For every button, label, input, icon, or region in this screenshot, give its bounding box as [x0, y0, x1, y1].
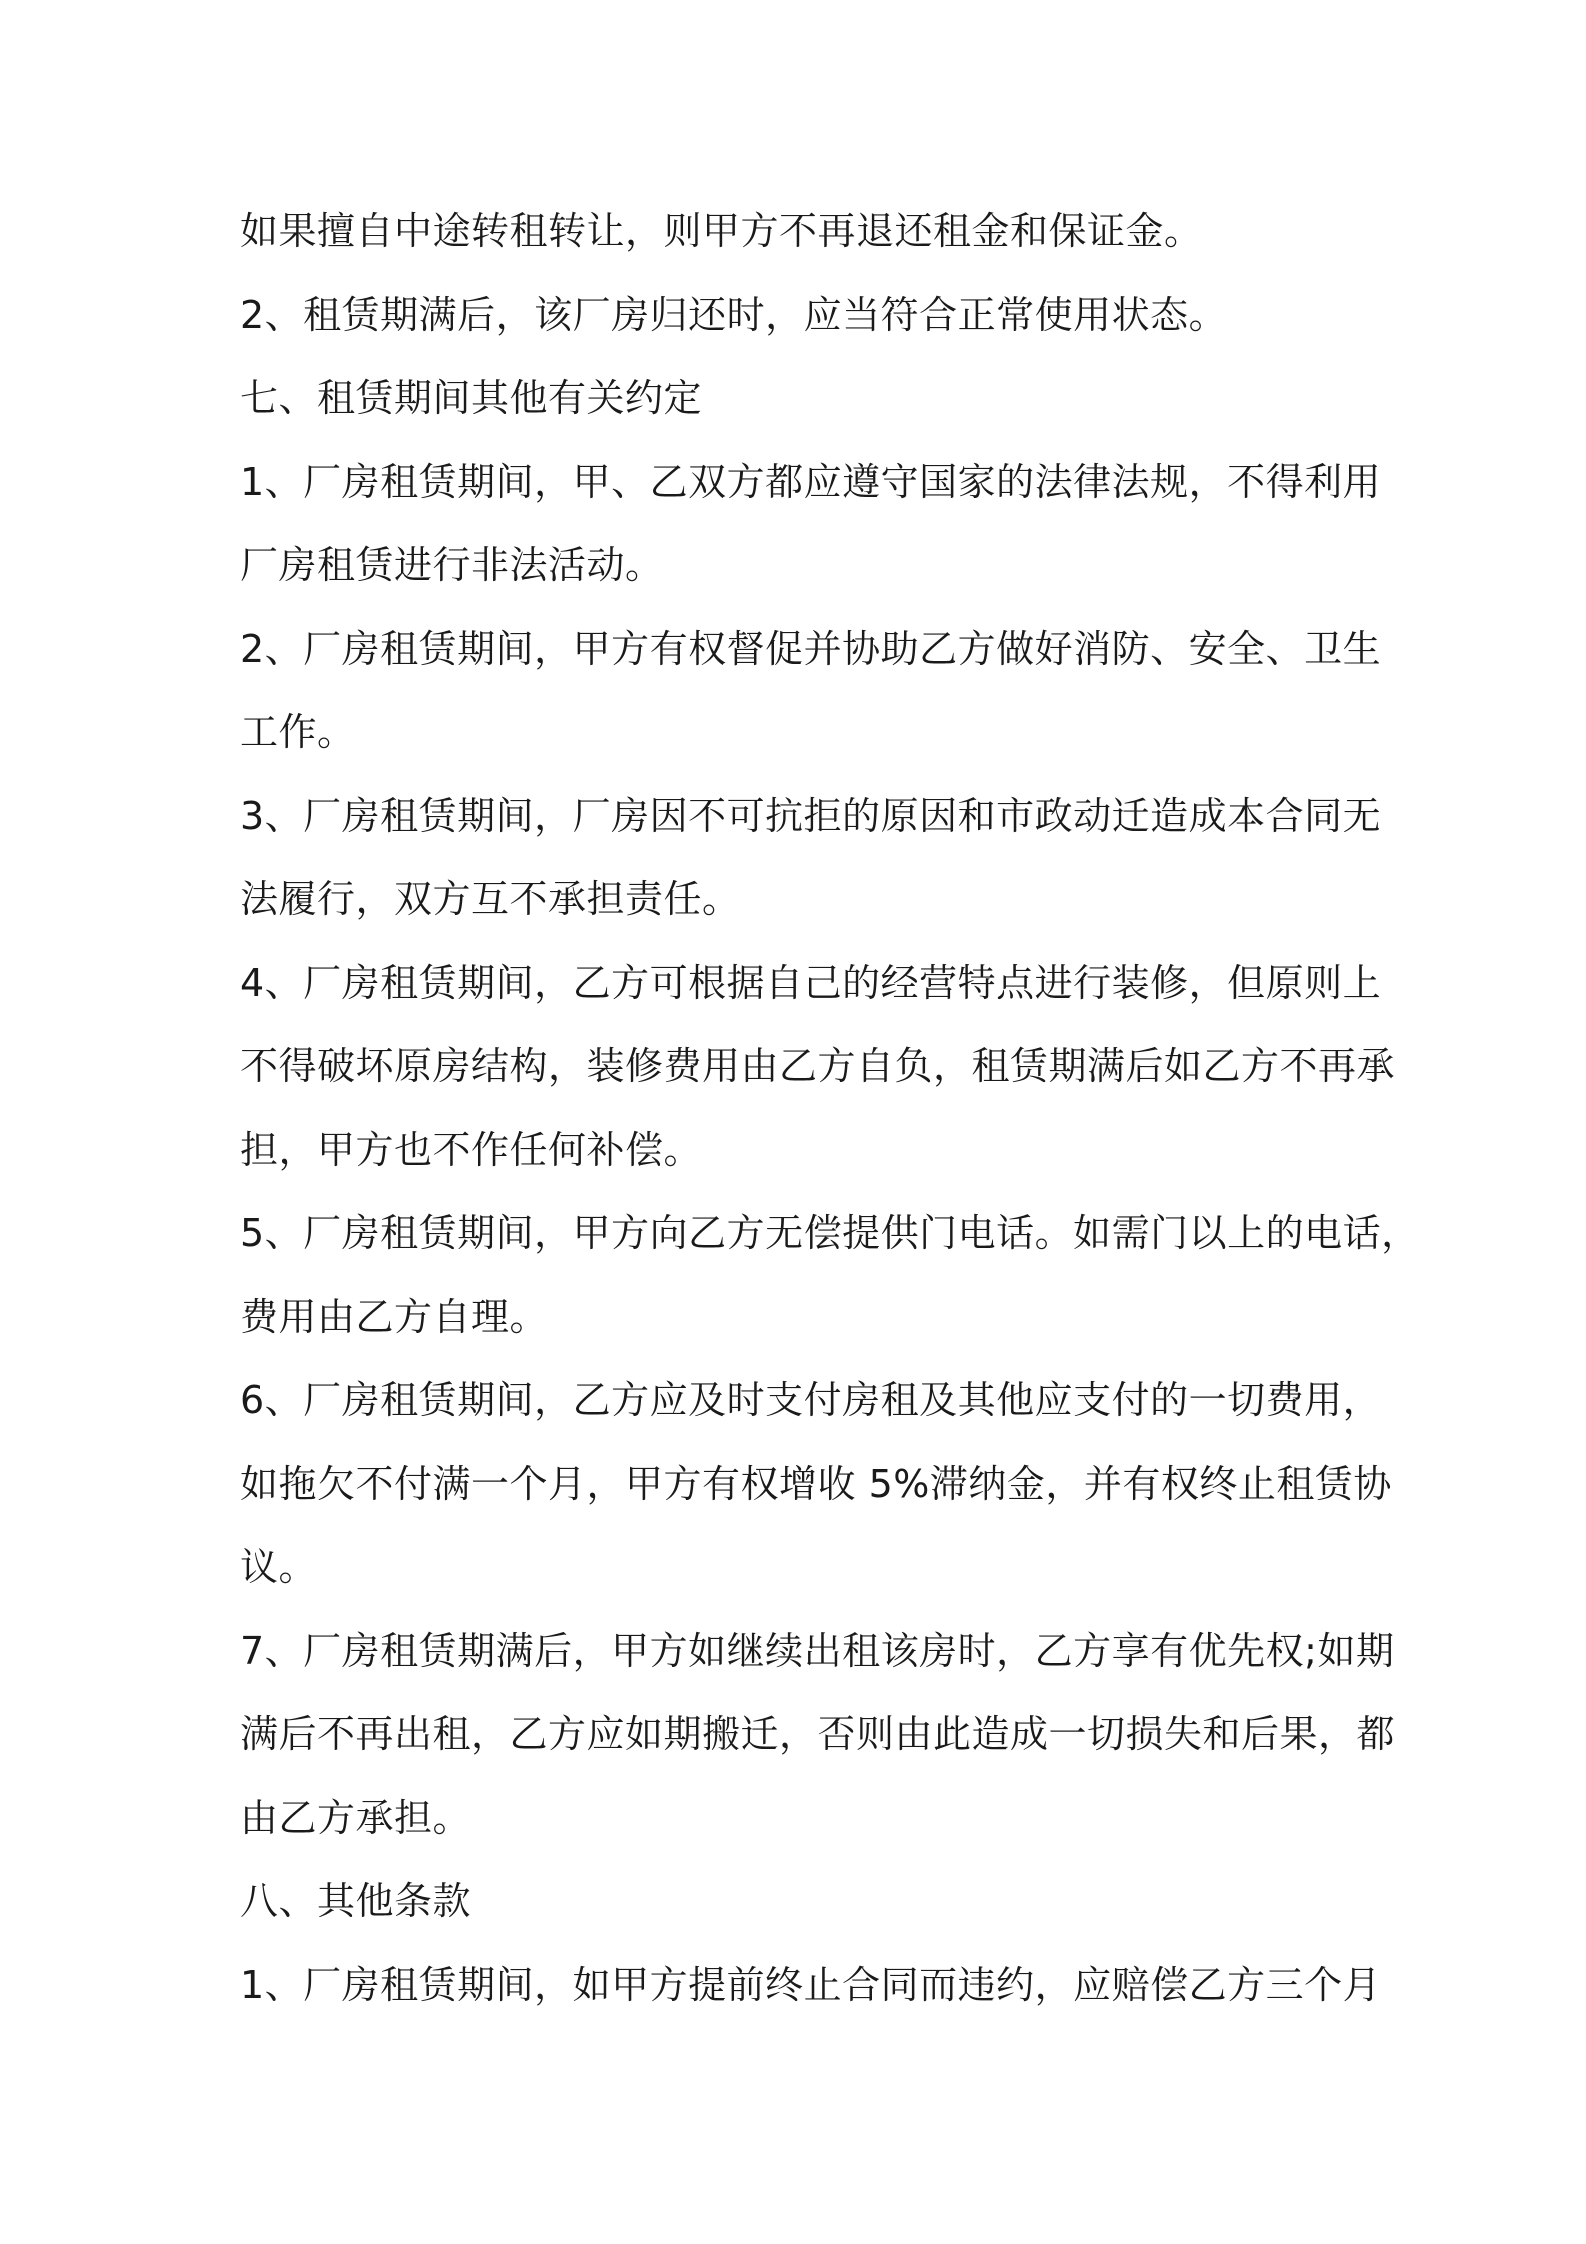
- paragraph-line: 如果擅自中途转租转让，则甲方不再退还租金和保证金。: [240, 209, 1203, 253]
- section-heading: 七、租赁期间其他有关约定: [240, 376, 703, 420]
- clause-line: 7、厂房租赁期满后，甲方如继续出租该房时，乙方享有优先权;如期: [240, 1628, 1395, 1673]
- section-heading: 八、其他条款: [240, 1879, 472, 1923]
- clause-line: 1、厂房租赁期间，如甲方提前终止合同而违约，应赔偿乙方三个月: [240, 1962, 1382, 2007]
- clause-line: 工作。: [240, 710, 356, 754]
- clause-line: 议。: [240, 1545, 318, 1589]
- clause-line: 4、厂房租赁期间，乙方可根据自己的经营特点进行装修，但原则上: [240, 960, 1382, 1005]
- document-body: [240, 190, 1420, 2027]
- clause-line: 3、厂房租赁期间，厂房因不可抗拒的原因和市政动迁造成本合同无: [240, 793, 1382, 838]
- clause-line: 5、厂房租赁期间，甲方向乙方无偿提供门电话。如需门以上的电话，: [240, 1211, 1420, 1255]
- clause-line: 如拖欠不付满一个月，甲方有权增收 5%滞纳金，并有权终止租赁协: [240, 1461, 1392, 1506]
- clause-line: 满后不再出租，乙方应如期搬迁，否则由此造成一切损失和后果，都: [240, 1712, 1396, 1756]
- clause-line: 6、厂房租赁期间，乙方应及时支付房租及其他应支付的一切费用，: [240, 1378, 1382, 1422]
- clause-line: 法履行，双方互不承担责任。: [240, 877, 741, 921]
- clause-line: 2、租赁期满后，该厂房归还时，应当符合正常使用状态。: [240, 292, 1228, 337]
- clause-line: 费用由乙方自理。: [240, 1294, 549, 1339]
- clause-line: 担，甲方也不作任何补偿。: [240, 1127, 703, 1172]
- clause-line: 由乙方承担。: [240, 1795, 472, 1840]
- clause-line: 厂房租赁进行非法活动。: [240, 543, 664, 587]
- clause-line: 1、厂房租赁期间，甲、乙双方都应遵守国家的法律法规，不得利用: [240, 459, 1382, 504]
- clause-line: 不得破坏原房结构，装修费用由乙方自负，租赁期满后如乙方不再承: [240, 1044, 1396, 1088]
- clause-line: 2、厂房租赁期间，甲方有权督促并协助乙方做好消防、安全、卫生: [240, 626, 1382, 671]
